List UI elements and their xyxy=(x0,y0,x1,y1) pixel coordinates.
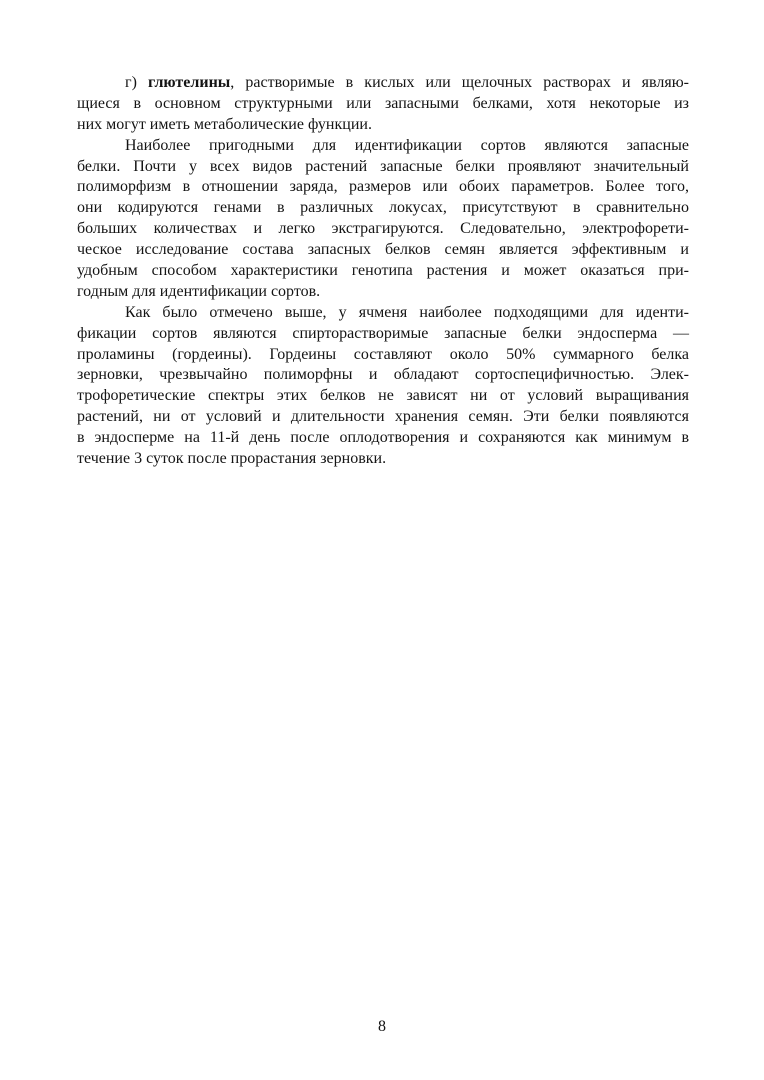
text-line: в эндосперме на 11-й день после оплодотворения и сохраняются как минимум в xyxy=(77,429,689,447)
text-line: белки. Почти у всех видов растений запасные белки проявляют значительный xyxy=(77,157,689,175)
paragraph-storage-proteins xyxy=(77,136,689,303)
text-line: зерновки, чрезвычайно полиморфны и обладают сортоспецифичностью. Элек- xyxy=(77,366,689,384)
text-line: них могут иметь метаболические функции. xyxy=(77,115,372,133)
text-line: полиморфизм в отношении заряда, размеров или обоих параметров. Более того, xyxy=(77,178,689,196)
text-line: фикации сортов являются спирторастворимые запасные белки эндосперма — xyxy=(77,324,689,342)
text-line xyxy=(77,73,689,94)
text-line: течение 3 суток после прорастания зерновки. xyxy=(77,450,387,468)
text-line: они кодируются генами в различных локусах, присутствуют в сравнительно xyxy=(77,199,689,217)
text-line: трофоретические спектры этих белков не зависят ни от условий выращивания xyxy=(77,387,689,405)
term-glutelins: глютелины xyxy=(147,74,231,91)
text-line: проламины (гордеины). Гордеины составляют около 50% суммарного белка xyxy=(77,345,689,363)
line-remainder: , растворимые в кислых или щелочных растворах и являю- xyxy=(230,74,690,91)
text-line: ческое исследование состава запасных белков семян является эффективным и xyxy=(77,241,689,259)
paragraph-hordeins xyxy=(77,303,689,470)
page-number: 8 xyxy=(378,1018,386,1035)
text-line: Как было отмечено выше, у ячменя наиболее подходящими для иденти- xyxy=(125,303,689,321)
list-marker: г) xyxy=(125,74,148,91)
text-line: Наиболее пригодными для идентификации сортов являются запасные xyxy=(125,136,689,154)
text-line: больших количествах и легко экстрагируются. Следовательно, электрофорети- xyxy=(77,220,689,238)
text-line: щиеся в основном структурными или запасными белками, хотя некоторые из xyxy=(77,94,689,112)
body-text xyxy=(77,73,689,470)
paragraph-glutelins xyxy=(77,73,689,136)
text-line: растений, ни от условий и длительности хранения семян. Эти белки появляются xyxy=(77,408,689,426)
text-line: годным для идентификации сортов. xyxy=(77,282,321,300)
text-line: удобным способом характеристики генотипа растения и может оказаться при- xyxy=(77,262,689,280)
